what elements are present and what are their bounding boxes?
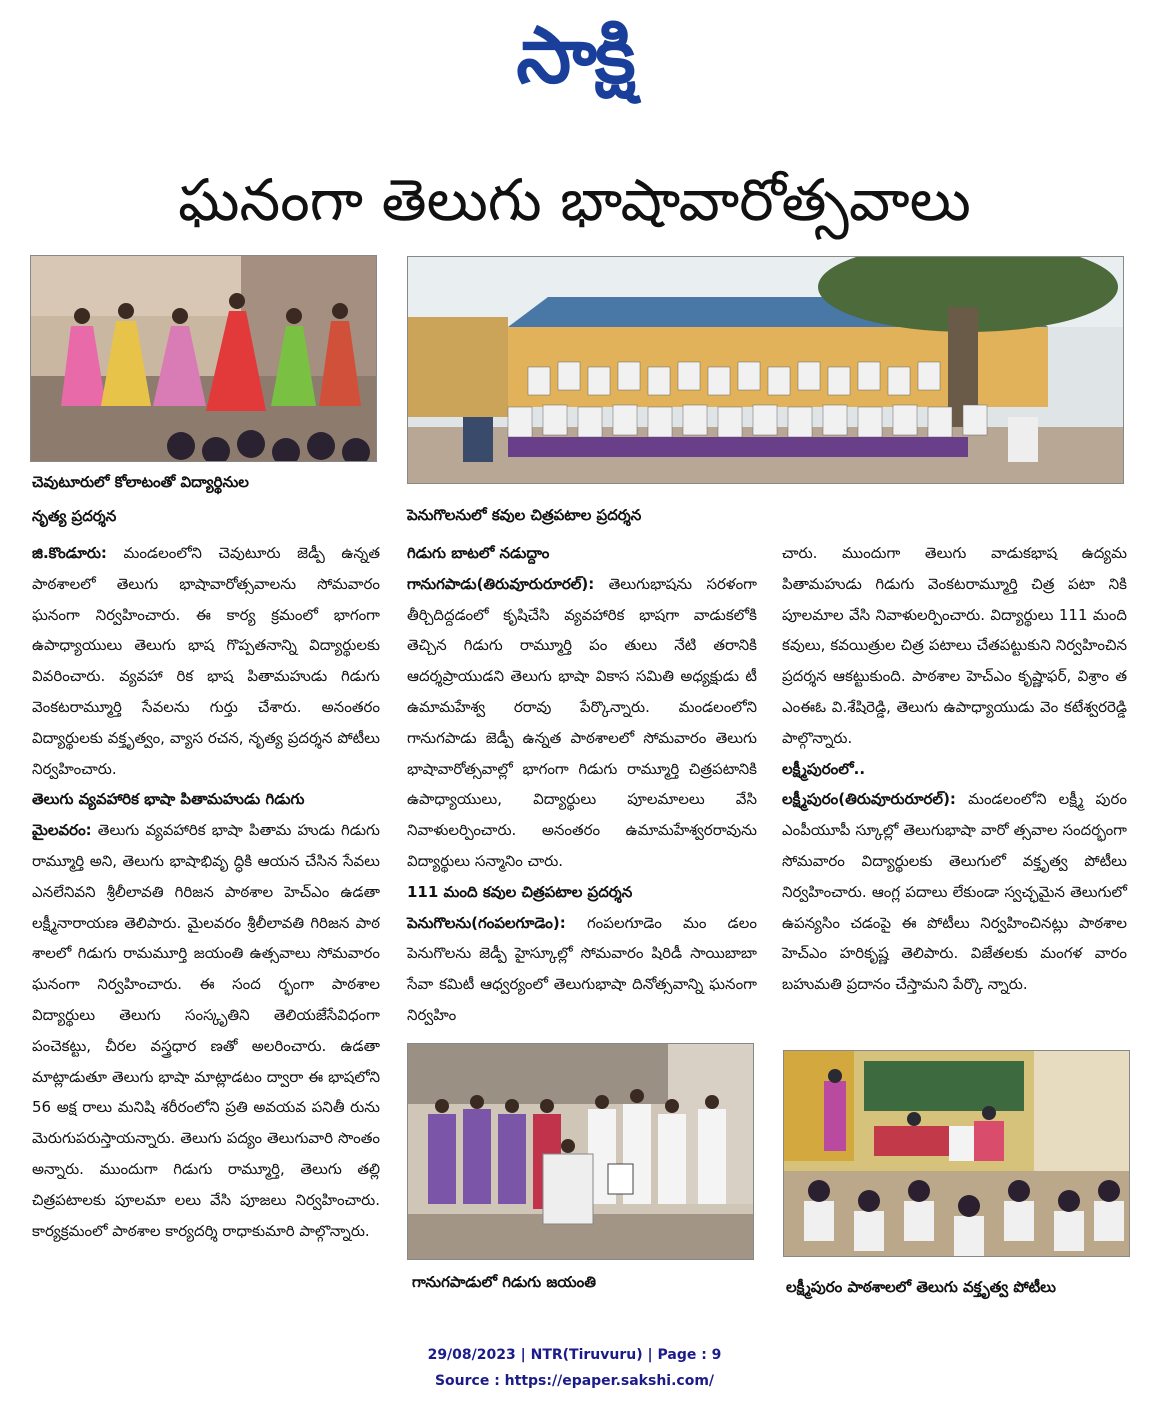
subheading: తెలుగు వ్యవహారిక భాషా పితామహుడు గిడుగు: [32, 790, 305, 809]
article-lakshmipuram: [782, 784, 1127, 1000]
body-text: మండలంలోని చెవుటూరు జెడ్పీ ఉన్నత పాఠశాలలో తెలుగు భాషావారోత్సవాలను సోమవారం ఘనంగా నిర్వహించారు. ఈ కార్య క్రమంలో భాగంగా ఉపాధ్యాయులు తెలుగు భాష గొప్పతనాన్ని విద్యార్థులకు వివరించారు. వ్యవహా రిక భాష పితామహుడు గిడుగు వెంకటరామ్మూర్తి సేవలను గుర్తు చేశారు. అనంతరం విద్యార్థులకు వక్తృత్వం, వ్యాస రచన, నృత్య ప్రదర్శన పోటీలు నిర్వహించారు.: [32, 544, 380, 778]
article-penugolanu-cont: [782, 538, 1127, 754]
photo-elocution-contest: [783, 1050, 1130, 1257]
dateline: లక్ష్మీపురం(తిరువూరురూరల్):: [782, 790, 956, 809]
caption-photo-1: [32, 465, 377, 533]
body-text: చారు. ముందుగా తెలుగు వాడుకభాష ఉద్యమ పితామహుడు గిడుగు వెంకటరామ్మూర్తి చిత్ర పటా నికి పూలమాల వేసి నివాళులర్పించారు. విద్యార్థులు 111 మంది కవులు, కవయిత్రుల చిత్ర పటాలు చేతపట్టుకుని నిర్వహించిన ప్రదర్శన ఆకట్టుకుంది. పాఠశాల హెచ్ఎం కృష్ణాఫర్, విశ్రాం త ఎంఈఓ వి.శేషిరెడ్డి, తెలుగు ఉపాధ్యాయుడు వెం కటేశ్వరరెడ్డి పాల్గొన్నారు.: [782, 544, 1127, 747]
body-text: గంపలగూడెం మం డలం పెనుగొలను జెడ్పీ హైస్కూల్లో సోమవారం షిరిడీ సాయిబాబా సేవా కమిటీ ఆధ్వర్యంలో తెలుగుభాషా దినోత్సవాన్ని ఘనంగా నిర్వహిం: [407, 913, 757, 1024]
photo-kolatam-dance: [30, 255, 377, 462]
article-chevuturu: [32, 538, 380, 784]
sakshi-logo: సాక్షి: [516, 11, 634, 101]
caption-photo-4: లక్ష్మీపురం పాఠశాలలో తెలుగు వక్తృత్వ పోటీలు: [786, 1278, 1056, 1296]
footer-date-edition: 29/08/2023 | NTR(Tiruvuru) | Page : 9: [427, 1347, 722, 1363]
caption-photo-3: గానుగపాడులో గిడుగు జయంతి: [412, 1273, 597, 1291]
dateline: పెనుగొలను(గంపలగూడెం):: [407, 913, 566, 932]
footer-source: Source : https://epaper.sakshi.com/: [434, 1373, 715, 1389]
headline: ఘనంగా తెలుగు భాషావారోత్సవాలు: [178, 166, 971, 234]
subheading: లక్ష్మీపురంలో..: [782, 759, 866, 778]
photo-gidugu-jayanthi: [407, 1043, 754, 1260]
article-mylavaram: [32, 815, 380, 1246]
footer: [0, 1342, 1149, 1394]
column-2: [407, 538, 757, 1031]
photo-poets-portraits: [407, 256, 1124, 484]
subheading: 111 మంది కవుల చిత్రపటాల ప్రదర్శన: [407, 882, 633, 901]
column-1: [32, 538, 380, 1246]
body-text: మండలంలోని లక్ష్మీ పురం ఎంపీయూపీ స్కూల్లో తెలుగుభాషా వారో త్సవాల సందర్భంగా సోమవారం విద్యార్థులకు తెలుగులో వక్తృత్వ పోటీలు నిర్వహించారు. ఆంగ్ల పదాలు లేకుండా స్వచ్ఛమైన తెలుగులో ఉపన్యసిం చడంపై ఈ పోటీలు నిర్వహించినట్లు పాఠశాల హెచ్ఎం హరికృష్ణ తెలిపారు. విజేతలకు మంగళ వారం బహుమతి ప్రదానం చేస్తామని పేర్కొ న్నారు.: [782, 790, 1127, 994]
caption-photo-1-line2: నృత్య ప్రదర్శన: [32, 507, 117, 525]
subheading: గిడుగు బాటలో నడుద్దాం: [407, 544, 550, 562]
caption-photo-2: పెనుగొలనులో కవుల చిత్రపటాల ప్రదర్శన: [407, 506, 642, 524]
article-ganugapadu: [407, 569, 757, 877]
dateline: మైలవరం:: [32, 821, 92, 840]
article-penugolanu: [407, 908, 757, 1031]
column-3: [782, 538, 1127, 1000]
body-text: తెలుగుభాషను సరళంగా తీర్చిదిద్దడంలో కృషిచేసి వ్యవహారిక భాషగా వాడుకలోకి తెచ్చిన గిడుగు రామ్మూర్తి పం తులు నేటి తరానికి ఆదర్శప్రాయుడని తెలుగు భాషా వికాస సమితి అధ్యక్షుడు టీ ఉమామహేశ్వ రరావు పేర్కొన్నారు. మండలంలోని గానుగపాడు జెడ్పీ ఉన్నత పాఠశాలలో సోమవారం తెలుగు భాషావారోత్సవాల్లో భాగంగా గిడుగు రామ్మూర్తి చిత్రపటానికి ఉపాధ్యాయులు, విద్యార్థులు పూలమాలలు వేసి నివాళులర్పించారు. అనంతరం ఉమామహేశ్వరరావును విద్యార్థులు సన్మానిం చారు.: [407, 574, 757, 870]
body-text: తెలుగు వ్యవహారిక భాషా పితామ హుడు గిడుగు రామ్మూర్తి అని, తెలుగు భాషాభివృ ద్ధికి ఆయన చేసిన సేవలు ఎనలేనివని శ్రీలీలావతి గిరిజన పాఠశాల హెచ్ఎం ఉడతా లక్ష్మీనారాయణ తెలిపారు. మైలవరం శ్రీలీలావతి గిరిజన పాఠ శాలలో గిడుగు రామమూర్తి జయంతి ఉత్సవాలు సోమవారం ఘనంగా నిర్వహించారు. ఈ సంద ర్భంగా పాఠశాల విద్యార్థులు తెలుగు సంస్కృతిని తెలియజేసేవిధంగా పంచెకట్టు, చీరల వస్త్రధార ణతో అలరించారు. ఉడతా మాట్లాడుతూ తెలుగు భాషా మాట్లాడటం ద్వారా ఈ భాషలోని 56 అక్ష రాలు మనిషి శరీరంలోని ప్రతి అవయవ పనితీ రును మెరుగుపరుస్తాయన్నారు. తెలుగు పద్యం తెలుగువారి సొంతం అన్నారు. ముందుగా గిడుగు రామ్మూర్తి, తెలుగు తల్లి చిత్రపటాలకు పూలమా లలు వేసి పూజలు నిర్వహించారు. కార్యక్రమంలో పాఠశాల కార్యదర్శి రాధాకుమారి పాల్గొన్నారు.: [32, 821, 380, 1240]
dateline: గానుగపాడు(తిరువూరురూరల్):: [407, 574, 595, 593]
dateline: జి.కొండూరు:: [32, 544, 107, 562]
caption-photo-1-line1: చెవుటూరులో కోలాటంతో విద్యార్థినుల: [32, 473, 249, 491]
